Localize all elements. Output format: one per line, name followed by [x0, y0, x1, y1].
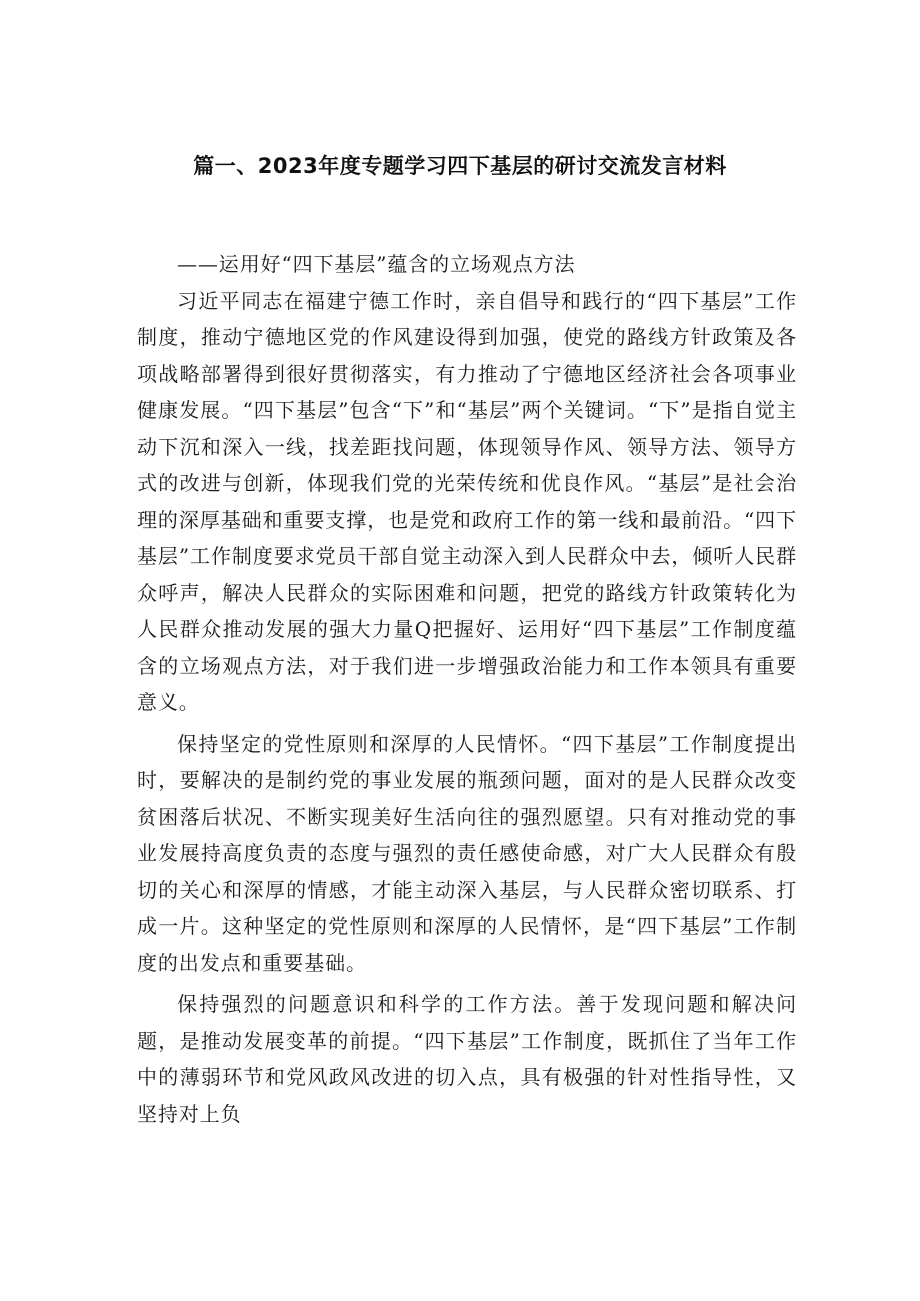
paragraph-3: 保持强烈的问题意识和科学的工作方法。善于发现问题和解决问题，是推动发展变革的前提。“四下基层”工作制度，既抓住了当年工作中的薄弱环节和党风政风改进的切入点，具有极强的针对性指导性，又坚持对上负 — [137, 992, 797, 1126]
document-title: 篇一、2023年度专题学习四下基层的研讨交流发言材料 — [193, 154, 727, 178]
document-subtitle: ——运用好“四下基层”蕴含的立场观点方法 — [177, 252, 576, 276]
paragraph-2: 保持坚定的党性原则和深厚的人民情怀。“四下基层”工作制度提出时，要解决的是制约党的事业发展的瓶颈问题，面对的是人民群众改变贫困落后状况、不断实现美好生活向往的强烈愿望。只有对推动党的事业发展持高度负责的态度与强烈的责任感使命感，对广大人民群众有殷切的关心和深厚的情感，才能主动深入基层，与人民群众密切联系、打成一片。这种坚定的党性原则和深厚的人民情怀，是“四下基层”工作制度的出发点和重要基础。 — [137, 731, 797, 975]
document-body — [137, 246, 797, 1137]
paragraph-1: 习近平同志在福建宁德工作时，亲自倡导和践行的“四下基层”工作制度，推动宁德地区党的作风建设得到加强，使党的路线方针政策及各项战略部署得到很好贯彻落实，有力推动了宁德地区经济社会各项事业健康发展。“四下基层”包含“下”和“基层”两个关键词。“下”是指自觉主动下沉和深入一线，找差距找问题，体现领导作风、领导方法、领导方式的改进与创新，体现我们党的光荣传统和优良作风。“基层”是社会治理的深厚基础和重要支撑，也是党和政府工作的第一线和最前沿。“四下基层”工作制度要求党员干部自觉主动深入到人民群众中去，倾听人民群众呼声，解决人民群众的实际困难和问题，把党的路线方针政策转化为人民群众推动发展的强大力量Q把握好、运用好“四下基层”工作制度蕴含的立场观点方法，对于我们进一步增强政治能力和工作本领具有重要意义。 — [137, 288, 797, 714]
